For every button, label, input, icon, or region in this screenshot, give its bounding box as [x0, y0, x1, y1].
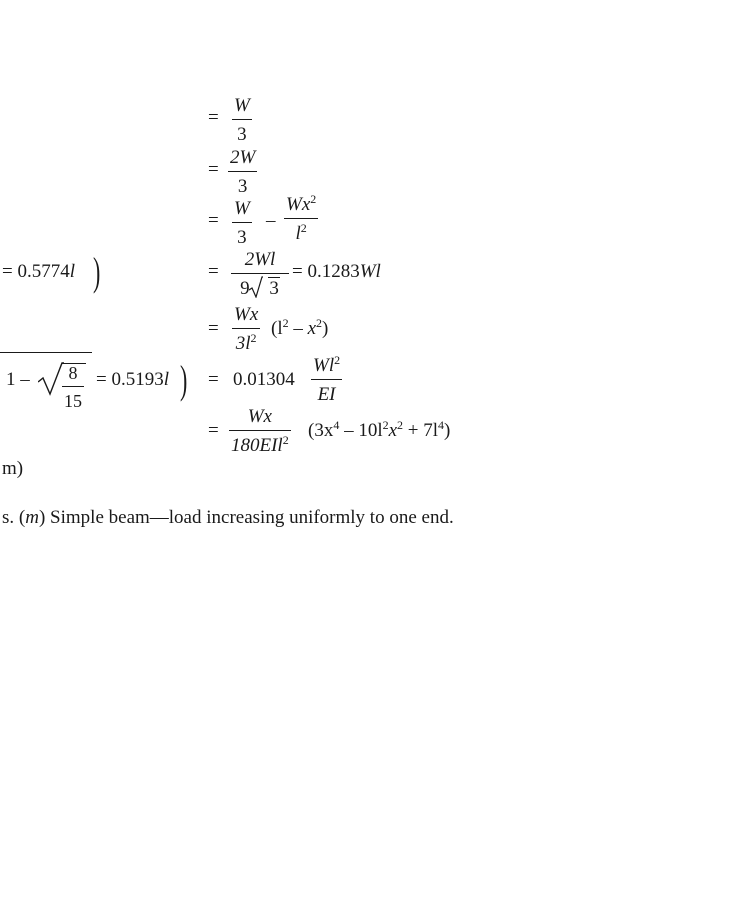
polynomial-expression: $(3x^4 - 10l^2x^2 + 7l^4)$ [308, 418, 451, 441]
fraction-bar [228, 171, 257, 172]
right-result: = 0.1283Wl [292, 261, 381, 282]
numerator: Wl$^2$ [313, 353, 341, 376]
fraction-bar [232, 222, 252, 223]
equals-sign: = [208, 210, 219, 231]
fraction-wx-over-3l2 [232, 305, 260, 353]
radical-overline [0, 352, 92, 353]
fraction-wl2-over-ei [311, 353, 342, 405]
square-root-icon [249, 276, 263, 298]
equals-sign: = [208, 261, 219, 282]
numerator: W [234, 198, 250, 219]
fraction-2w-over-3 [228, 148, 257, 196]
numerator: 2W [230, 147, 256, 168]
fraction-bar [229, 430, 291, 431]
one-minus: 1 – [6, 369, 30, 390]
left-fragment: = 0.5774l [2, 261, 75, 282]
fraction-bar [232, 119, 252, 120]
denominator: 180EIl$^2$ [231, 433, 289, 456]
fraction-bar [311, 379, 342, 380]
fraction-2wl-over-9root3 [231, 250, 289, 298]
numerator: 2Wl [244, 249, 276, 270]
fraction-wx2-over-l2 [284, 192, 318, 244]
fraction-bar [231, 273, 289, 274]
denominator: $l^2$ [295, 221, 307, 244]
denominator: 3 [237, 124, 247, 145]
minus-sign: – [266, 210, 276, 231]
equals-sign: = [208, 369, 219, 390]
fraction-w-over-3 [232, 96, 252, 144]
fraction-bar [232, 328, 260, 329]
denominator: 3 [237, 227, 247, 248]
equals-sign: = [208, 159, 219, 180]
figure-label-fragment: m) [2, 458, 24, 479]
fraction-bar [62, 386, 84, 387]
numerator: Wx [234, 304, 259, 325]
fraction-wx-over-180eil2 [229, 407, 291, 455]
closing-parenthesis: ) [180, 357, 188, 402]
numerator: W [234, 95, 250, 116]
figure-caption: s. (m) Simple beam—load increasing uniformly to one end. [2, 507, 454, 528]
equals-sign: = [208, 107, 219, 128]
square-root-icon [38, 362, 64, 396]
denominator: 15 [64, 391, 82, 411]
numerator: Wx$^2$ [286, 192, 317, 215]
denominator: 3 [237, 176, 248, 197]
fraction-w-over-3 [232, 199, 252, 247]
denominator: 9 3 [240, 278, 279, 299]
fraction-8-over-15 [62, 364, 84, 410]
equals-sign: = [208, 420, 219, 441]
closing-parenthesis: ) [93, 249, 101, 294]
parenthesized-expression: $(l^2 - x^2)$ [271, 316, 329, 339]
denominator: EI [317, 384, 336, 405]
fraction-bar [284, 218, 318, 219]
numerator: 8 [68, 363, 78, 383]
coefficient: 0.01304 [233, 369, 295, 390]
numerator: Wx [247, 406, 272, 427]
denominator: $3l^2$ [235, 331, 257, 354]
equals-sign: = [208, 318, 219, 339]
left-result: = 0.5193l [96, 369, 169, 390]
